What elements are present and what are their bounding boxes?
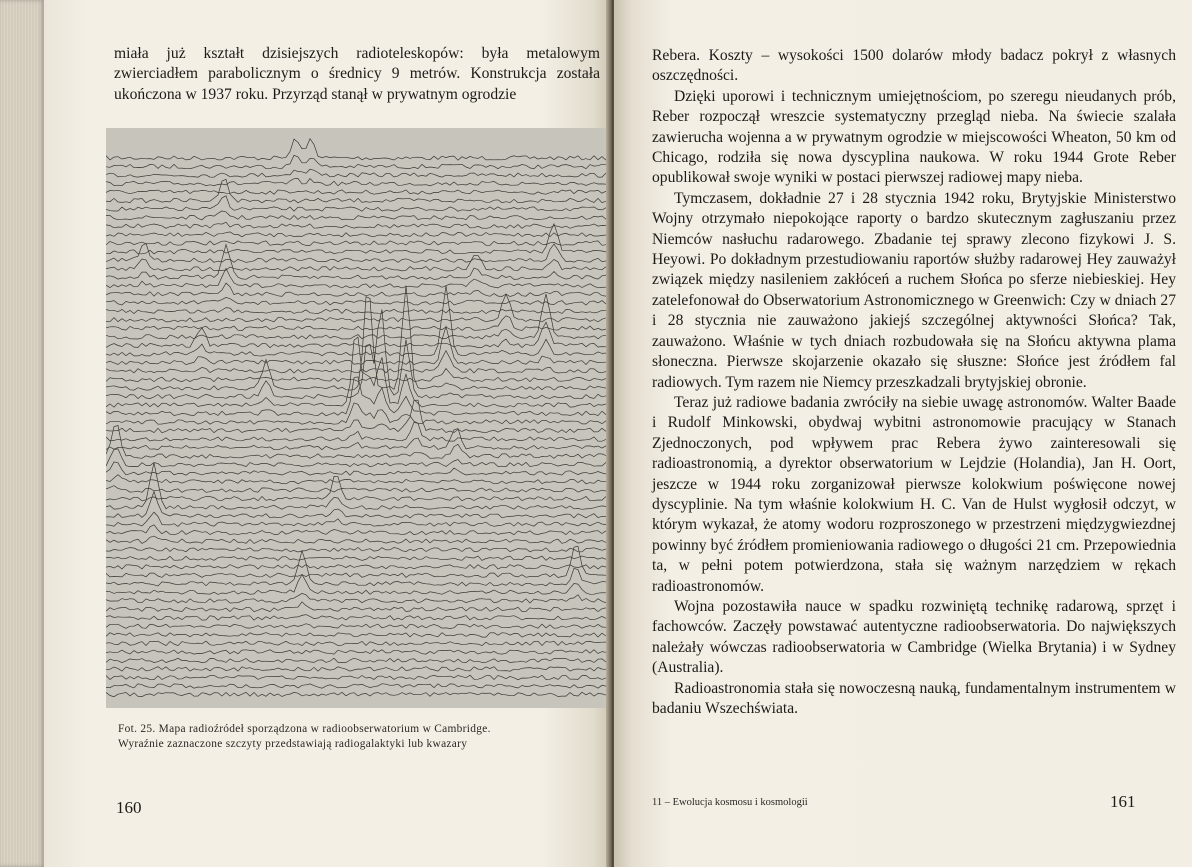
scan-line <box>106 179 606 186</box>
scan-line <box>106 546 606 577</box>
scan-line <box>106 190 606 194</box>
scan-line <box>106 675 606 680</box>
right-paragraph-6: Radioastronomia stała się nowoczesną nauką, fundamentalnym instrumentem w badaniu Wszechświata. <box>652 679 1176 717</box>
scan-line <box>106 449 606 467</box>
scan-line <box>106 222 606 228</box>
scan-line <box>106 255 606 271</box>
caption-line-1: Fot. 25. Mapa radioźródeł sporządzona w radioobserwatorium w Cambridge. <box>118 723 491 735</box>
scan-line <box>106 211 606 220</box>
page-edges <box>0 0 44 867</box>
scan-line <box>106 602 606 612</box>
scan-line <box>106 565 606 569</box>
right-paragraph-3: Tymczasem, dokładnie 27 i 28 stycznia 1942 roku, Brytyjskie Ministerstwo Wojny otrzymało niepokojące raporty o bardzo skutecznym zagłuszaniu przez Niemców nasłuchu radarowego. Zbadanie tej sprawy zlecono fizykowi J. S. Heyowi. Po dokładnym przestudiowaniu raportów służby radarowej Hey zauważył związek między nasileniem zakłóceń a ruchem Słońca po sferze niebieskiej. Hey zatelefonował do Obserwatorium Astronomicznego w Greenwich: Czy w dniach 27 i 28 stycznia nie zauważono jakiejś szczególnej aktywności Słońca? Tak, zauważono. Właśnie w tych dniach rozbudowała się na Słońcu aktywna plama słoneczna. Pierwsze skojarzenie okazało się słuszne: Słońce jest źródłem fal radiowych. Tym razem nie Niemcy przeszkadzali brytyjskiej obronie. <box>652 189 1176 391</box>
right-paragraph-1: Rebera. Koszty – wysokości 1500 dolarów młody badacz pokrył z własnych oszczędności. <box>652 47 1176 85</box>
running-footer: 11 – Ewolucja kosmosu i kosmologii <box>652 797 808 808</box>
scan-line <box>106 322 606 347</box>
scan-line <box>106 243 606 262</box>
scan-line <box>106 658 606 662</box>
scan-line <box>106 283 606 296</box>
right-paragraph-5: Wojna pozostawiła nauce w spadku rozwiniętą technikę radarową, sprzęt i fachowców. Zaczęły powstawać autentyczne radioobserwatoria. Do największych należały wówczas radioobserwatoria w Cambridge (Wielka Brytania) i w Sydney (Australia). <box>652 597 1176 677</box>
scan-line <box>106 684 606 689</box>
scan-line <box>106 297 606 305</box>
scan-line <box>106 196 606 211</box>
scan-line <box>106 525 606 535</box>
scan-line <box>106 179 606 203</box>
scan-line <box>106 400 606 433</box>
scan-line <box>106 422 606 441</box>
scan-line <box>106 512 606 526</box>
scan-line <box>106 241 606 246</box>
scan-line <box>106 139 606 161</box>
scan-line <box>106 492 606 518</box>
scan-line <box>106 224 606 254</box>
scan-line <box>106 548 606 553</box>
scan-line <box>106 624 606 629</box>
right-page-number: 161 <box>1110 792 1136 811</box>
scan-line <box>106 615 606 621</box>
scan-line <box>106 667 606 672</box>
scan-line <box>106 692 606 697</box>
left-paragraph <box>114 44 600 105</box>
scan-line <box>106 463 606 510</box>
radio-source-map-image <box>106 128 606 708</box>
scan-line <box>106 294 606 339</box>
scan-line <box>106 429 606 450</box>
scan-line <box>106 232 606 237</box>
scan-line <box>106 641 606 646</box>
scan-line <box>106 556 606 561</box>
right-page <box>614 0 1192 867</box>
scan-line <box>106 486 606 493</box>
scan-line <box>106 169 606 177</box>
scan-line <box>106 369 606 382</box>
scan-line <box>106 593 606 603</box>
caption-line-2: Wyraźnie zaznaczone szczyty przedstawiają radiogalaktyki lub kwazary <box>118 738 468 750</box>
figure-caption <box>118 722 600 752</box>
scan-line <box>106 475 606 484</box>
scan-line <box>106 536 606 543</box>
radio-source-map-figure <box>106 128 606 708</box>
left-page <box>44 0 610 867</box>
left-page-number: 160 <box>116 798 142 817</box>
right-paragraph-4: Teraz już radiowe badania zwróciły na siebie uwagę astronomów. Walter Baade i Rudolf Minkowski, obydwaj wybitni astronomowie pracujący w Stanach Zjednoczonych, pod wpływem prac Rebera żywo zainteresowali się radioastronomią, a dyrektor obserwatorium w Lejdzie (Holandia), Jan H. Oort, jeszcze w 1944 roku zorganizował pierwsze kolokwium poświęcone nowej dyscyplinie. Na tym właśnie kolokwium H. C. Van de Hulst wygłosił odczyt, w którym wykazał, że atomy wodoru rozproszonego w przestrzeni międzygwiezdnej powinny być źródłem promieniowania radiowego o długości 21 cm. Przepowiednia ta, w pełni potem potwierdzona, stała się ważnym narzędziem w rękach radioastronomów. <box>652 393 1176 595</box>
scan-line <box>106 316 606 331</box>
scan-line <box>106 633 606 638</box>
scan-line <box>106 650 606 654</box>
right-text-column <box>652 46 1176 719</box>
right-paragraph-2: Dzięki uporowi i technicznym umiejętnościom, po szeregu nieudanych prób, Reber rozpoczął wreszcie systematyczny przegląd nieba. Na świecie szalała zawierucha wojenna a w prywatnym ogrodzie w miejscowości Wheaton, 50 km od Chicago, rodziła się nowa dyscyplina naukowa. W roku 1944 Grote Reber opublikował swoje wyniki w postaci pierwszej radiowej mapy nieba. <box>652 87 1176 187</box>
scan-line <box>106 294 606 322</box>
left-paragraph-text: miała już kształt dzisiejszych radioteleskopów: była metalowym zwierciadłem parabolicznym o średnicy 9 metrów. Konstrukcja została ukończona w 1937 roku. Przyrząd stanął w prywatnym ogrodzie <box>114 45 600 103</box>
scan-line <box>106 308 606 314</box>
